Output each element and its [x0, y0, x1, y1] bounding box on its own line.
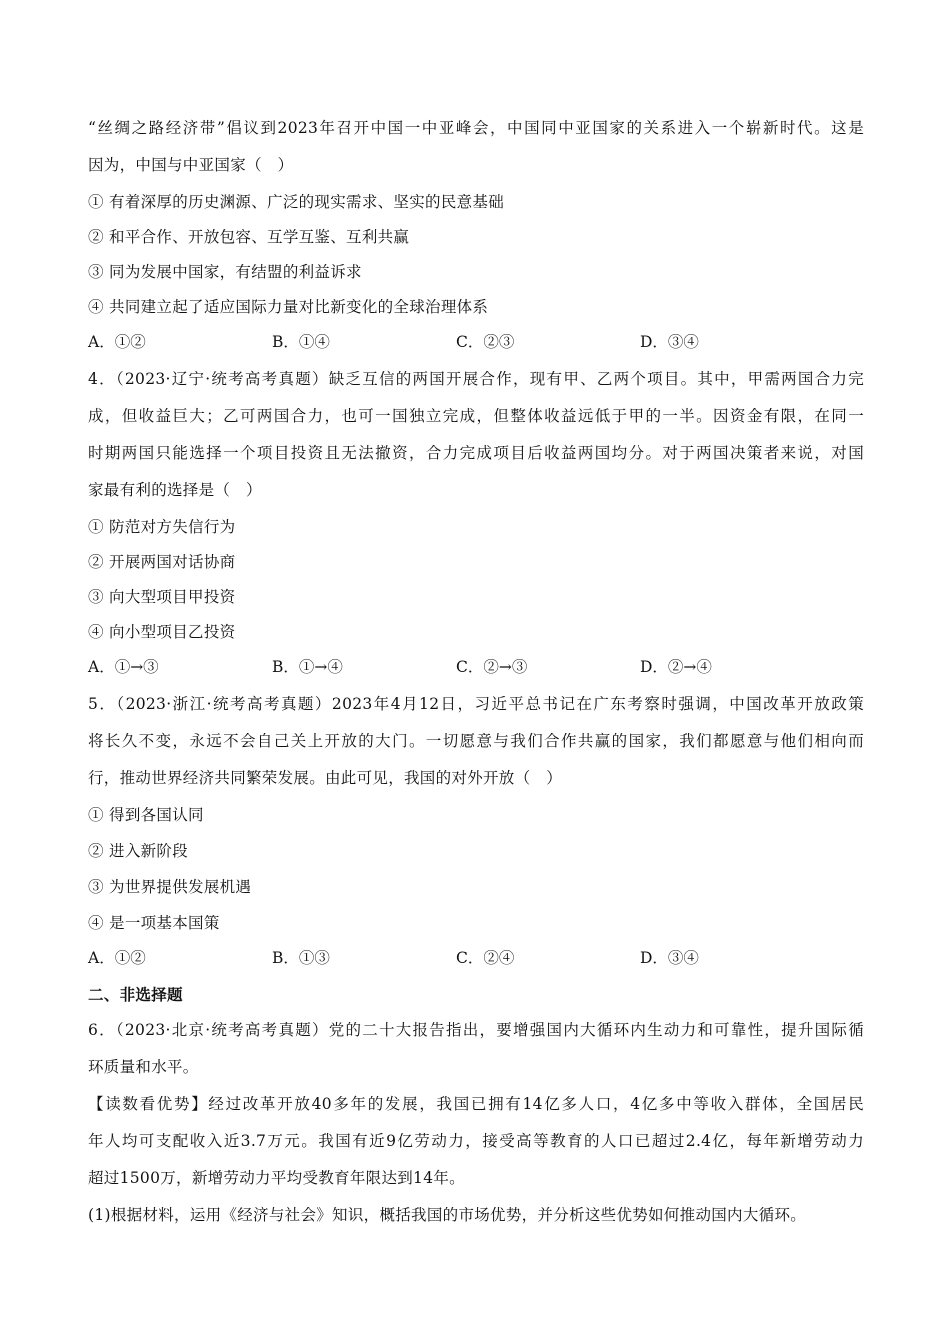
q3-statement-1: ① 有着深厚的历史渊源、广泛的现实需求、坚实的民意基础	[88, 193, 505, 211]
q4-statement-4: ④ 向小型项目乙投资	[88, 623, 236, 641]
q4-stem-line-3: 时期两国只能选择一个项目投资且无法撤资，合力完成项目后收益两国均分。对于两国决策者来说，对国	[88, 444, 864, 462]
q5-option-a: A．①②	[88, 949, 146, 967]
q3-statement-3: ③ 同为发展中国家，有结盟的利益诉求	[88, 263, 362, 281]
q6-subquestion-1: (1)根据材料，运用《经济与社会》知识，概括我国的市场优势，并分析这些优势如何推动国内大循环。	[88, 1206, 807, 1224]
q5-statement-1: ① 得到各国认同	[88, 806, 204, 824]
q4-stem-line-1: 4．（2023·辽宁·统考高考真题）缺乏互信的两国开展合作，现有甲、乙两个项目。其中，甲需两国合力完	[88, 370, 864, 388]
q3-stem-line-2: 因为，中国与中亚国家（ ）	[88, 156, 294, 174]
q5-statement-3: ③ 为世界提供发展机遇	[88, 878, 252, 896]
q3-option-a: A．①②	[88, 333, 146, 351]
q4-option-d: D．②→④	[640, 658, 712, 676]
q6-material-line-1: 【读数看优势】经过改革开放40多年的发展，我国已拥有14亿多人口，4亿多中等收入群体，全国居民	[88, 1095, 864, 1113]
q4-statement-3: ③ 向大型项目甲投资	[88, 588, 236, 606]
q3-statement-4: ④ 共同建立起了适应国际力量对比新变化的全球治理体系	[88, 298, 489, 316]
q6-stem-line-2: 环质量和水平。	[88, 1058, 199, 1076]
q4-option-c: C．②→③	[456, 658, 528, 676]
q6-stem-line-1: 6．（2023·北京·统考高考真题）党的二十大报告指出，要增强国内大循环内生动力和可靠性，提升国际循	[88, 1021, 864, 1039]
q5-statement-2: ② 进入新阶段	[88, 842, 189, 860]
q3-stem-line-1: “丝绸之路经济带”倡议到2023年召开中国一中亚峰会，中国同中亚国家的关系进入一个崭新时代。这是	[88, 119, 864, 137]
q4-stem-line-4: 家最有利的选择是（ ）	[88, 481, 262, 499]
q3-statement-2: ② 和平合作、开放包容、互学互鉴、互利共赢	[88, 228, 410, 246]
q6-material-line-2: 年人均可支配收入近3.7万元。我国有近9亿劳动力，接受高等教育的人口已超过2.4亿，每年新增劳动力	[88, 1132, 864, 1150]
q5-stem-line-3: 行，推动世界经济共同繁荣发展。由此可见，我国的对外开放（ ）	[88, 769, 563, 787]
q5-option-b: B．①③	[272, 949, 330, 967]
q4-statement-1: ① 防范对方失信行为	[88, 518, 236, 536]
q4-option-b: B．①→④	[272, 658, 343, 676]
q5-stem-line-1: 5．（2023·浙江·统考高考真题）2023年4月12日，习近平总书记在广东考察时强调，中国改革开放政策	[88, 695, 864, 713]
q4-stem-line-2: 成，但收益巨大；乙可两国合力，也可一国独立完成，但整体收益远低于甲的一半。因资金有限，在同一	[88, 407, 864, 425]
q5-option-c: C．②④	[456, 949, 515, 967]
q3-option-c: C．②③	[456, 333, 515, 351]
q4-statement-2: ② 开展两国对话协商	[88, 553, 236, 571]
q4-option-a: A．①→③	[88, 658, 159, 676]
q3-option-d: D．③④	[640, 333, 699, 351]
q6-material-line-3: 超过1500万，新增劳动力平均受教育年限达到14年。	[88, 1169, 465, 1187]
q5-statement-4: ④ 是一项基本国策	[88, 914, 220, 932]
q5-stem-line-2: 将长久不变，永远不会自己关上开放的大门。一切愿意与我们合作共赢的国家，我们都愿意与他们相向而	[88, 732, 864, 750]
q3-option-b: B．①④	[272, 333, 330, 351]
section-heading: 二、非选择题	[88, 986, 183, 1004]
q5-option-d: D．③④	[640, 949, 699, 967]
